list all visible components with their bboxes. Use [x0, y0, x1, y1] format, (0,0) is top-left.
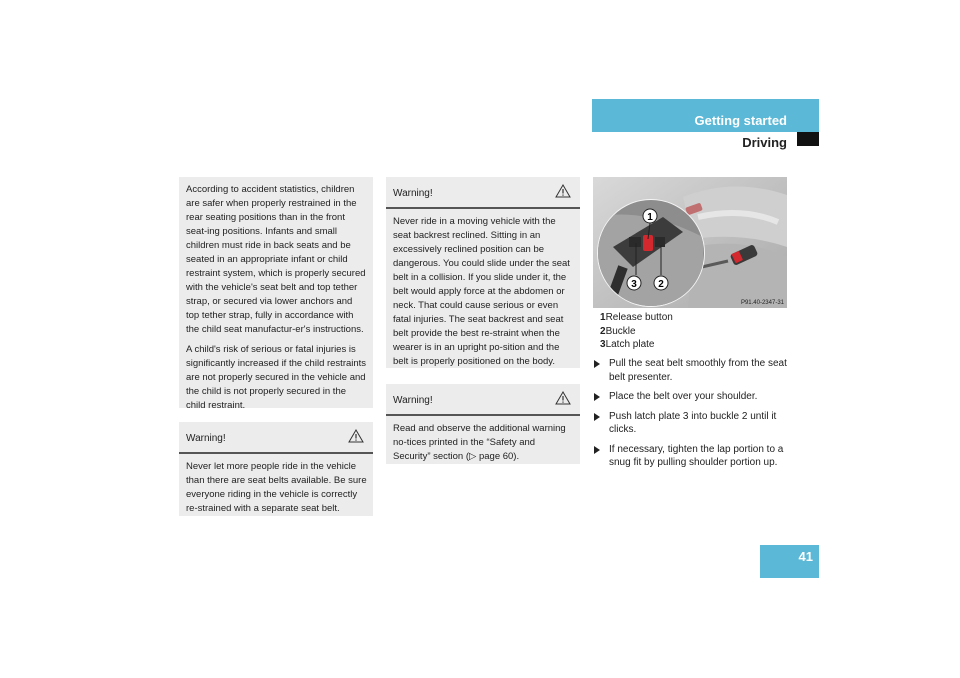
warning-triangle-icon	[348, 429, 364, 443]
warning-text: Never ride in a moving vehicle with the seat backrest reclined. Sitting in an excessively reclined position can be dangerous. You could slide under the seat belt in a collision. If you slide under it, the belt would apply force at the abdomen or neck. That could cause serious or even fatal injuries. The seat backrest and seat belt provide the best re-straint when the wearer is in an upright po-sition and the belt is properly positioned on the body.	[393, 216, 570, 367]
step-item: Push latch plate 3 into buckle 2 until it clicks.	[593, 410, 798, 437]
subsection-marker	[797, 132, 819, 146]
section-header-bar	[592, 99, 819, 132]
section-title: Getting started	[694, 113, 787, 128]
warning-box-additional	[386, 384, 580, 464]
warning-text: Read and observe the additional warning no-tices printed in the “Safety and Security” section (▷ page 60).	[393, 423, 566, 462]
bullet-arrow-icon	[594, 393, 600, 401]
warning-title: Warning!	[393, 395, 433, 406]
intro-paragraph-1: According to accident statistics, children are safer when properly restrained in the rear seating positions than in the front seat-ing positions. Infants and small children must ride in back seats and be seated in an appropriate infant or child restraint system, which is properly secured with the vehicle's seat belt and top tether strap, or secured via lower anchors and top tether strap, fully in accordance with the child seat manufactur-er's instructions.	[186, 184, 366, 335]
legend-item: 2Buckle	[600, 325, 636, 337]
bullet-arrow-icon	[594, 360, 600, 368]
warning-triangle-icon	[555, 184, 571, 198]
bullet-arrow-icon	[594, 446, 600, 454]
warning-box-seat-belts	[179, 422, 373, 516]
figure-code: P91.40-2347-31	[740, 300, 784, 306]
bullet-arrow-icon	[594, 413, 600, 421]
seat-belt-figure	[593, 177, 787, 308]
step-item: Pull the seat belt smoothly from the seat belt presenter.	[593, 357, 798, 384]
step-item: Place the belt over your shoulder.	[593, 390, 798, 404]
instruction-steps	[593, 357, 798, 476]
callout-3-label: 3	[631, 279, 637, 290]
subsection-title: Driving	[742, 135, 787, 150]
warning-header	[386, 384, 580, 416]
callout-1-label: 1	[647, 212, 653, 223]
child-safety-panel	[179, 177, 373, 411]
page-number: 41	[798, 549, 813, 564]
warning-title: Warning!	[186, 433, 226, 444]
step-item: If necessary, tighten the lap portion to a snug fit by pulling shoulder portion up.	[593, 443, 798, 470]
seat-belt-illustration	[593, 177, 787, 308]
warning-triangle-icon	[555, 391, 571, 405]
warning-text: Never let more people ride in the vehicle than there are seat belts available. Be sure everyone riding in the vehicle is correctly re-strained with a separate seat belt.	[186, 461, 367, 514]
figure-legend	[600, 311, 673, 352]
warning-title: Warning!	[393, 188, 433, 199]
legend-item: 3Latch plate	[600, 339, 655, 350]
warning-header	[179, 422, 373, 454]
page-number-box	[760, 545, 819, 578]
warning-header	[386, 177, 580, 209]
warning-box-reclined	[386, 177, 580, 368]
intro-paragraph-2: A child's risk of serious or fatal injuries is significantly increased if the child restraints are not properly secured in the vehicle and the child is not properly secured in the child restraint.	[186, 344, 367, 411]
legend-item: 1Release button	[600, 312, 673, 323]
callout-2-label: 2	[658, 279, 664, 290]
